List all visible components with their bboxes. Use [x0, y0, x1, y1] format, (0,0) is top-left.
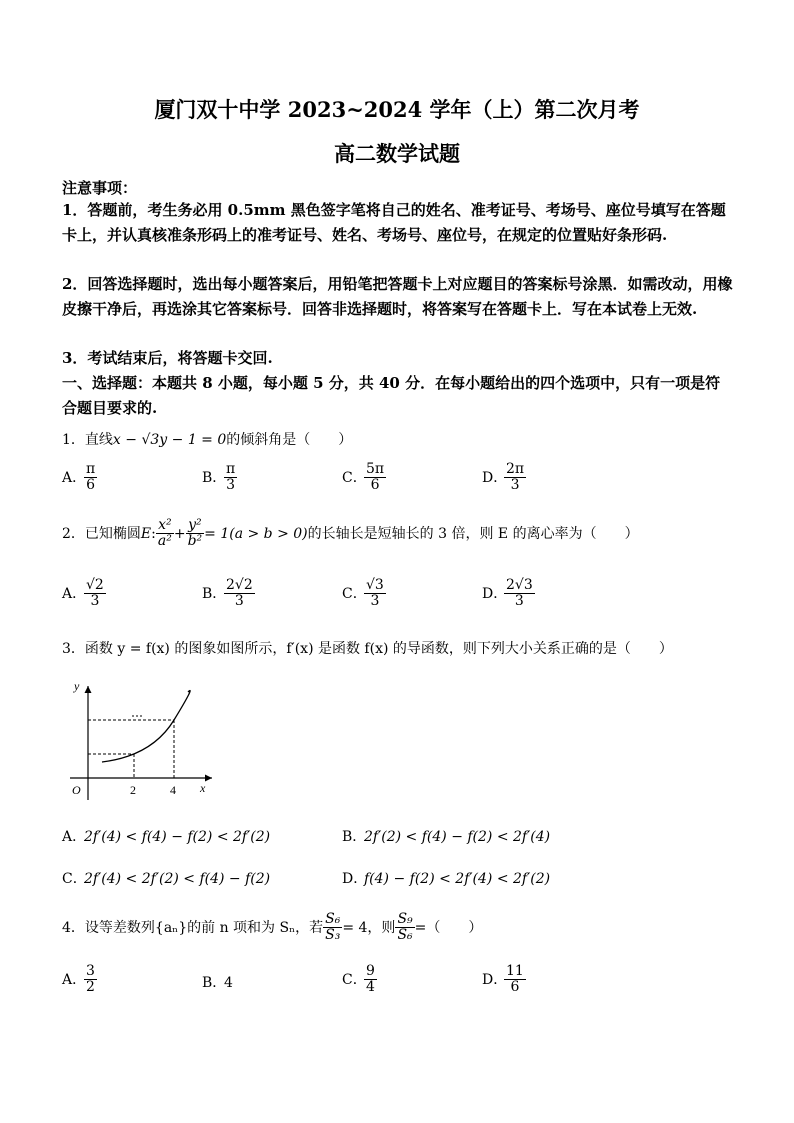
- q4-option-a: A． $\frac{3}{2}$: [62, 963, 95, 996]
- q3-option-d: D．f(4) − f(2) < 2f′(4) < 2f′(2): [342, 871, 551, 887]
- question-2: 2．已知椭圆E: $\frac{\text{x²}}{\text{a²}}$ + $\frac{\text{y²}}{\text{b²}}$ = 1(a > b > 0)的长轴长是短轴长的 3 倍，则 E 的离心率为（ ）: [62, 517, 639, 550]
- q2-option-c: C． $\frac{√3}{3}$: [342, 577, 384, 610]
- function-curve: [102, 691, 190, 762]
- q4-option-b: B．4: [202, 975, 233, 991]
- q3-option-c: C．2f′(4) < 2f′(2) < f(4) − f(2): [62, 871, 271, 887]
- q3-option-b: B．2f′(2) < f(4) − f(2) < 2f′(4): [342, 829, 551, 845]
- section-heading: 一、选择题：本题共 8 小题，每小题 5 分，共 40 分．在每小题给出的四个选项中，只有一项是符合题目要求的.: [62, 374, 721, 417]
- origin-label: O: [72, 783, 81, 797]
- q2-option-d: D． $\frac{2√3}{3}$: [482, 577, 533, 610]
- q1-option-b: B． $\frac{\pi}{3}$: [202, 461, 236, 494]
- note-item-3: 3．考试结束后，将答题卡交回.: [62, 349, 273, 367]
- note-item-1: 1．答题前，考生务必用 0.5mm 黑色签字笔将自己的姓名、准考证号、考场号、座位号填写在答题卡上，并认真核准条形码上的准考证号、姓名、考场号、座位号，在规定的位置贴好条形码.: [62, 201, 726, 244]
- q3-option-a: A．2f′(4) < f(4) − f(2) < 2f′(2): [62, 829, 271, 845]
- y-axis-label: y: [74, 679, 80, 693]
- tick-4-label: 4: [170, 783, 176, 797]
- tick-2-label: 2: [130, 783, 136, 797]
- q2-option-a: A． $\frac{√2}{3}$: [62, 577, 104, 610]
- q1-suffix: 的倾斜角是（ ）: [226, 432, 353, 448]
- q1-option-a: A． $\frac{\pi}{6}$: [62, 461, 96, 494]
- q1-option-c: C． $\frac{5\pi}{6}$: [342, 461, 385, 494]
- q2-option-b: B． $\frac{2√2}{3}$: [202, 577, 253, 610]
- exam-subtitle: 高二数学试题: [334, 141, 460, 166]
- question-1: [62, 429, 352, 451]
- q4-option-d: D． $\frac{11}{6}$: [482, 963, 524, 996]
- q1-equation: x − √3y − 1 = 0: [112, 432, 227, 448]
- question-3: 3．函数 y = f(x) 的图象如图所示，f′(x) 是函数 f(x) 的导函数，则下列大小关系正确的是（ ）: [62, 641, 673, 657]
- q4-option-c: C． $\frac{9}{4}$: [342, 963, 375, 996]
- q1-prefix: 1．直线: [62, 432, 113, 448]
- q3-function-graph: [62, 676, 222, 806]
- notes-heading: 注意事项：: [62, 179, 138, 197]
- exam-title: 厦门双十中学 2023~2024 学年（上）第二次月考: [154, 97, 640, 122]
- q1-option-d: D． $\frac{2\pi}{3}$: [482, 461, 525, 494]
- question-4: 4．设等差数列{aₙ}的前 n 项和为 Sₙ，若 $\frac{\text{S₆}}{\text{S₃}}$ = 4，则 $\frac{\text{S₉}}{\text{S₆}}$ =（ ）: [62, 911, 483, 944]
- x-axis-label: x: [200, 781, 206, 795]
- note-item-2: 2．回答选择题时，选出每小题答案后，用铅笔把答题卡上对应题目的答案标号涂黑．如需改动，用橡皮擦干净后，再选涂其它答案标号．回答非选择题时，将答案写在答题卡上．写在本试卷上无效.: [62, 275, 733, 318]
